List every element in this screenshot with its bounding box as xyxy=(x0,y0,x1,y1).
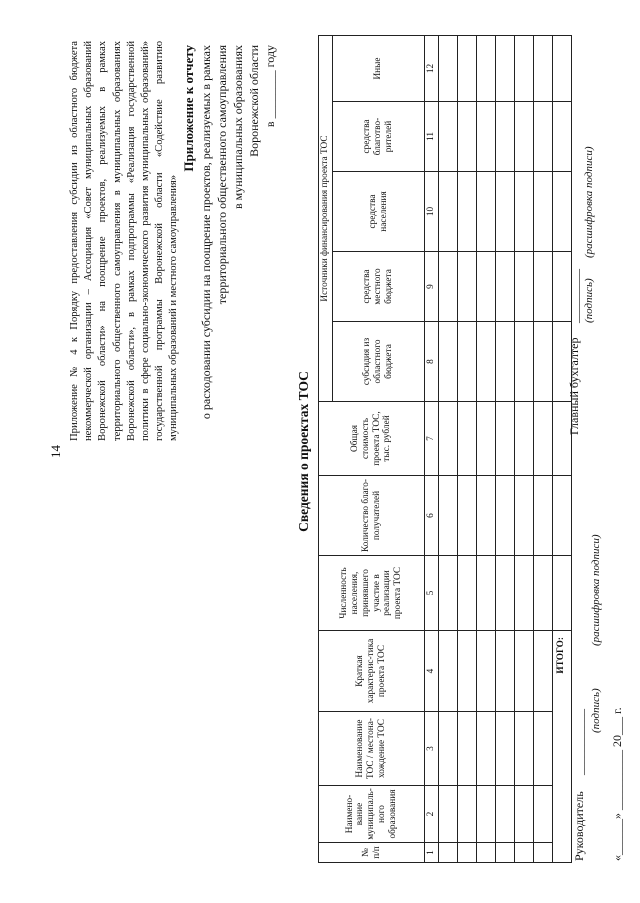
page-number: 14 xyxy=(48,445,63,458)
accountant-signature-line: _________ xyxy=(567,269,581,323)
table-row xyxy=(438,36,457,863)
column-number: 12 xyxy=(425,36,439,102)
tos-projects-table xyxy=(318,35,572,863)
col-header-tos-name: Наименование ТОС / местона-хождение ТОС xyxy=(319,712,425,786)
director-signature-line: ___________ xyxy=(572,709,586,775)
appendix-line-1: о расходовании субсидии на поощрение проектов, реализуемых в рамках xyxy=(198,45,213,420)
column-number: 10 xyxy=(425,172,439,252)
column-number: 4 xyxy=(425,631,439,712)
total-row xyxy=(552,36,571,863)
accountant-label: Главный бухгалтер xyxy=(567,337,581,435)
column-numbers-row xyxy=(425,36,439,863)
table-row xyxy=(514,36,533,863)
column-number: 8 xyxy=(425,322,439,402)
appendix-line-3: в муниципальных образованиях xyxy=(230,45,245,210)
appendix-line-2: территориального общественного самоуправления xyxy=(214,45,229,305)
signing-date: «______» __________ 20___ г. xyxy=(610,707,624,861)
column-number: 9 xyxy=(425,252,439,322)
col-header-population-funds: средства населения xyxy=(333,172,425,252)
table-row xyxy=(495,36,514,863)
column-number: 2 xyxy=(425,786,439,843)
col-header-no: № п/п xyxy=(319,843,425,863)
director-label: Руководитель xyxy=(572,791,586,861)
col-header-municipality: Наимено-вание муниципаль-ного образования xyxy=(319,786,425,843)
director-signature-hint: (подпись) xyxy=(590,688,602,733)
appendix-line-5: в ________ году xyxy=(263,45,278,128)
appendix-line-4: Воронежской области xyxy=(247,45,262,157)
column-number: 11 xyxy=(425,102,439,172)
column-number: 6 xyxy=(425,476,439,556)
col-header-other: Иные xyxy=(333,36,425,102)
column-number: 3 xyxy=(425,712,439,786)
col-header-total-cost: Общая стоимость проекта ТОС, тыс. рублей xyxy=(319,402,425,476)
col-header-beneficiaries: Количество благо-получателей xyxy=(319,476,425,556)
col-header-local-budget: средства местного бюджета xyxy=(333,252,425,322)
col-header-regional-subsidy: субсидия из областного бюджета xyxy=(333,322,425,402)
column-number: 5 xyxy=(425,556,439,631)
appendix-block xyxy=(180,45,278,485)
appendix-heading: Приложение к отчету xyxy=(181,45,196,172)
col-header-funding-sources: Источники финансирования проекта ТОС xyxy=(319,36,333,402)
accountant-signature-hint: (подпись) xyxy=(583,278,595,323)
appendix-intro-text: Приложение № 4 к Порядку предоставления субсидии из областного бюджета некоммерческой организации – Ассоциация «Совет муниципальных образований Воронежской области» на поощрение проектов, реализуемых в рамках территориального общественного самоуправления в муниципальных образованиях Воронежской области», в рамках подпрограммы «Реализация государственной политики в сфере социально-экономического развития муниципальных образований» государственной программы Воронежской области «Содействие развитию муниципальных образований и местного самоуправления» xyxy=(69,41,180,441)
total-label: ИТОГО: xyxy=(552,631,571,863)
column-number: 7 xyxy=(425,402,439,476)
table-row xyxy=(457,36,476,863)
director-decode-hint: (расшифровка подписи) xyxy=(590,534,602,646)
header-row-1 xyxy=(319,36,333,863)
col-header-charity-funds: средства благотво-рителей xyxy=(333,102,425,172)
table-row xyxy=(476,36,495,863)
col-header-description: Краткая характерис-тика проекта ТОС xyxy=(319,631,425,712)
accountant-decode-hint: (расшифровка подписи) xyxy=(583,146,595,258)
table-row xyxy=(533,36,552,863)
column-number: 1 xyxy=(425,843,439,863)
col-header-population: Численность населения, принявшего участие в реализации проекта ТОС xyxy=(319,556,425,631)
table-title: Сведения о проектах ТОС xyxy=(296,371,311,532)
